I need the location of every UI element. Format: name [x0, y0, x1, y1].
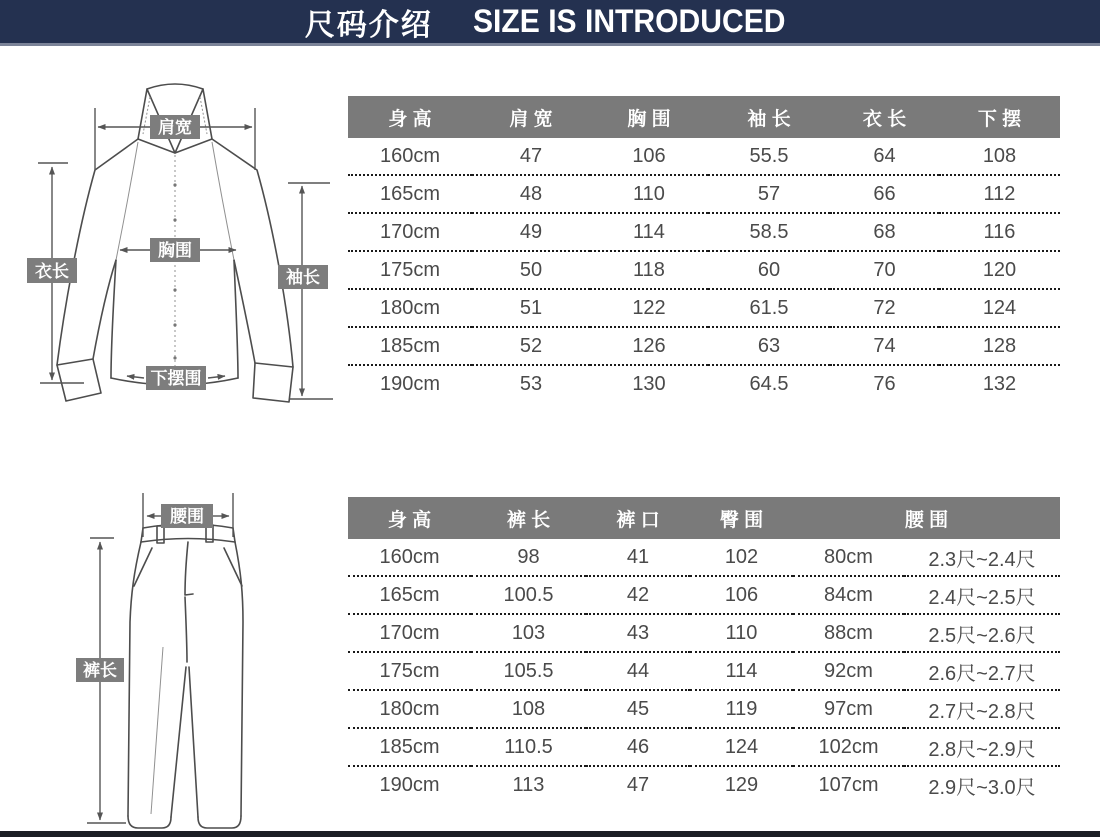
column-header: 裤 长: [471, 497, 586, 539]
table-cell: 114: [690, 652, 793, 690]
table-row: [348, 365, 1060, 402]
table-row: [348, 614, 1060, 652]
table-cell: 2.3尺~2.4尺: [904, 539, 1060, 576]
table-cell: 2.8尺~2.9尺: [904, 728, 1060, 766]
table-cell: 119: [690, 690, 793, 728]
table-cell: 175cm: [348, 652, 471, 690]
table-cell: 118: [590, 251, 708, 289]
garment-length-arrow: [27, 163, 84, 383]
hem-arrow: [127, 366, 225, 390]
table-cell: 124: [690, 728, 793, 766]
pants-outline: [128, 524, 243, 828]
table-cell: 185cm: [348, 327, 472, 365]
table-cell: 2.5尺~2.6尺: [904, 614, 1060, 652]
table-cell: 102: [690, 539, 793, 576]
table-cell: 110.5: [471, 728, 586, 766]
table-cell: 108: [939, 138, 1060, 175]
table-cell: 66: [830, 175, 939, 213]
table-cell: 55.5: [708, 138, 830, 175]
table-cell: 160cm: [348, 539, 471, 576]
chest-label: 胸围: [158, 241, 192, 260]
table-cell: 102cm: [793, 728, 904, 766]
table-cell: 132: [982, 372, 1017, 395]
table-cell: 88cm: [793, 614, 904, 652]
column-header: 腰 围: [793, 497, 1060, 539]
table-cell: 113: [512, 773, 545, 796]
column-header: 袖 长: [708, 96, 830, 138]
hem-label: 下摆围: [150, 369, 202, 388]
table-cell: 129: [724, 773, 759, 796]
pants-diagram: [0, 462, 345, 832]
table-cell: 53: [519, 372, 543, 395]
table-cell: 170cm: [348, 213, 472, 251]
table-cell: 180cm: [348, 690, 471, 728]
table-cell: 128: [939, 327, 1060, 365]
page-title-chinese: 尺码介绍: [304, 8, 433, 42]
column-header: 衣 长: [830, 96, 939, 138]
pants-table-header-row: [348, 497, 1060, 539]
table-row: [348, 213, 1060, 251]
table-cell: 103: [471, 614, 586, 652]
table-cell: 46: [586, 728, 690, 766]
table-cell: 114: [590, 213, 708, 251]
table-cell: 126: [590, 327, 708, 365]
column-header: 裤 口: [586, 497, 690, 539]
table-cell: 120: [939, 251, 1060, 289]
table-cell: 41: [586, 539, 690, 576]
table-cell: 72: [830, 289, 939, 327]
title-bar: [0, 0, 1100, 46]
table-cell: 76: [873, 372, 896, 395]
table-cell: 61.5: [708, 289, 830, 327]
table-cell: 130: [632, 372, 666, 395]
table-cell: 57: [708, 175, 830, 213]
column-header: 肩 宽: [472, 96, 590, 138]
table-row: [348, 289, 1060, 327]
table-cell: 175cm: [348, 251, 472, 289]
table-cell: 108: [471, 690, 586, 728]
column-header: 下 摆: [939, 96, 1060, 138]
table-row: [348, 138, 1060, 175]
table-cell: 112: [939, 175, 1060, 213]
table-cell: 84cm: [793, 576, 904, 614]
table-row: [348, 539, 1060, 576]
shirt-diagram: [0, 60, 345, 460]
table-cell: 49: [472, 213, 590, 251]
pants-length-arrow: [76, 538, 126, 823]
table-cell: 180cm: [348, 289, 472, 327]
table-cell: 106: [690, 576, 793, 614]
table-cell: 124: [939, 289, 1060, 327]
table-cell: 48: [472, 175, 590, 213]
column-header: 胸 围: [590, 96, 708, 138]
table-row: [348, 251, 1060, 289]
table-row: [348, 327, 1060, 365]
table-row: [348, 728, 1060, 766]
sleeve-length-label: 袖长: [286, 268, 320, 287]
table-cell: 165cm: [348, 576, 471, 614]
table-cell: 116: [939, 213, 1060, 251]
table-row: [348, 576, 1060, 614]
page-title-english: SIZE IS INTRODUCED: [472, 3, 786, 39]
table-cell: 106: [590, 138, 708, 175]
shirt-size-table: [348, 96, 1060, 402]
pants-size-table: [348, 497, 1060, 803]
shoulder-width-label: 肩宽: [158, 118, 192, 137]
table-cell: 92cm: [793, 652, 904, 690]
table-cell: 44: [586, 652, 690, 690]
table-cell: 98: [471, 539, 586, 576]
column-header: 身 高: [348, 96, 472, 138]
table-cell: 47: [472, 138, 590, 175]
table-cell: 45: [586, 690, 690, 728]
table-cell: 160cm: [348, 138, 472, 175]
chest-arrow: [120, 238, 236, 262]
table-cell: 107cm: [818, 773, 879, 796]
table-cell: 105.5: [471, 652, 586, 690]
table-cell: 110: [590, 175, 708, 213]
shirt-table-header-row: [348, 96, 1060, 138]
table-cell: 63: [708, 327, 830, 365]
column-header: 身 高: [348, 497, 471, 539]
column-header: 臀 围: [690, 497, 793, 539]
table-cell: 50: [472, 251, 590, 289]
table-cell: 60: [708, 251, 830, 289]
table-cell: 170cm: [348, 614, 471, 652]
table-row: [348, 652, 1060, 690]
table-cell: 2.4尺~2.5尺: [904, 576, 1060, 614]
table-cell: 43: [586, 614, 690, 652]
table-cell: 2.9尺~3.0尺: [928, 776, 1036, 799]
table-cell: 97cm: [793, 690, 904, 728]
table-cell: 80cm: [793, 539, 904, 576]
table-cell: 74: [830, 327, 939, 365]
table-cell: 165cm: [348, 175, 472, 213]
table-cell: 2.7尺~2.8尺: [904, 690, 1060, 728]
table-row: [348, 175, 1060, 213]
table-cell: 64: [830, 138, 939, 175]
table-cell: 51: [472, 289, 590, 327]
bottom-bar: [0, 831, 1100, 837]
pants-length-label: 裤长: [83, 661, 117, 680]
table-cell: 47: [626, 773, 650, 796]
table-cell: 70: [830, 251, 939, 289]
table-cell: 58.5: [708, 213, 830, 251]
table-cell: 68: [830, 213, 939, 251]
table-cell: 190cm: [379, 372, 441, 395]
table-cell: 42: [586, 576, 690, 614]
table-cell: 100.5: [471, 576, 586, 614]
table-cell: 185cm: [348, 728, 471, 766]
waist-label: 腰围: [170, 507, 204, 526]
garment-length-label: 衣长: [35, 262, 69, 281]
table-cell: 52: [472, 327, 590, 365]
table-row: [348, 766, 1060, 803]
table-cell: 2.6尺~2.7尺: [904, 652, 1060, 690]
table-cell: 110: [690, 614, 793, 652]
table-cell: 190cm: [379, 773, 440, 796]
table-row: [348, 690, 1060, 728]
table-cell: 122: [590, 289, 708, 327]
table-cell: 64.5: [749, 372, 789, 395]
